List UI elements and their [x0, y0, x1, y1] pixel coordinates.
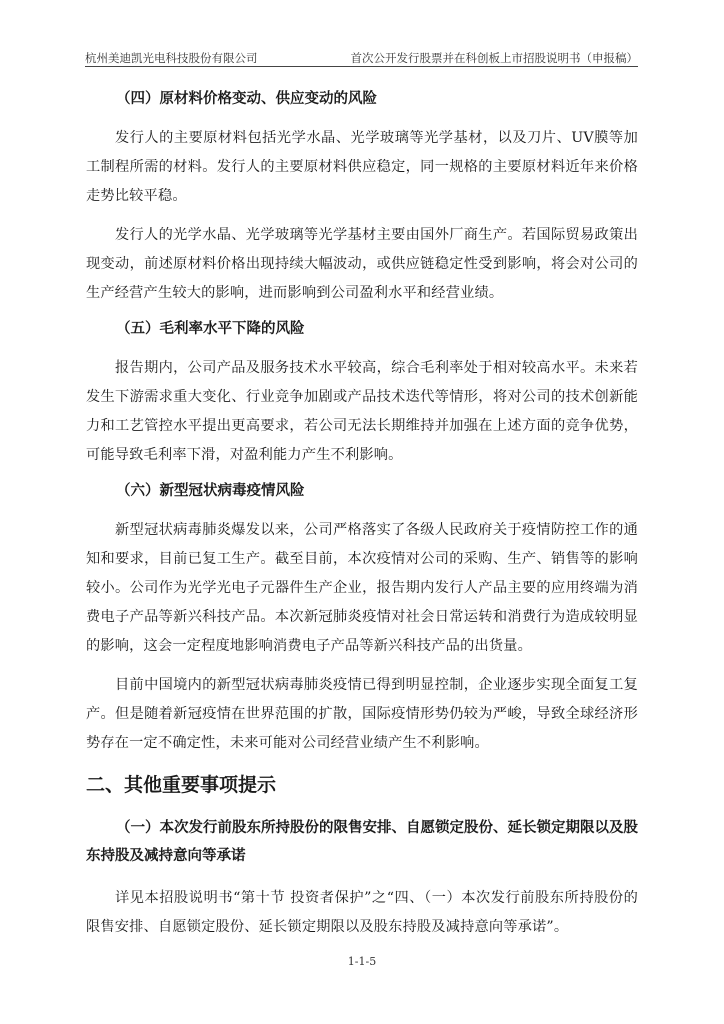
section-5-heading: （五）毛利率水平下降的风险 [116, 321, 305, 337]
section-5-paragraph-1: 报告期内，公司产品及服务技术水平较高，综合毛利率处于相对较高水平。未来若发生下游需求重大变化、行业竞争加剧或产品技术迭代等情形，将对公司的技术创新能力和工艺管控水平提出更高要求，若公司无法长期维持并加强在上述方面的竞争优势，可能导致毛利率下滑，对盈利能力产生不利影响。 [86, 360, 638, 463]
header-doc-title: 首次公开发行股票并在科创板上市招股说明书（申报稿） [350, 51, 638, 65]
section-4-paragraph-2: 发行人的光学水晶、光学玻璃等光学基材主要由国外厂商生产。若国际贸易政策出现变动，前述原材料价格出现持续大幅波动，或供应链稳定性受到影响，将会对公司的生产经营产生较大的影响，进而影响到公司盈利水平和经营业绩。 [86, 227, 638, 301]
section-4-paragraph-1: 发行人的主要原材料包括光学水晶、光学玻璃等光学基材，以及刀片、UV膜等加工制程所需的材料。发行人的主要原材料供应稳定，同一规格的主要原材料近年来价格走势比较平稳。 [86, 130, 638, 204]
part-2-section-1-heading: （一）本次发行前股东所持股份的限售安排、自愿锁定股份、延长锁定期限以及股东持股及减持意向等承诺 [86, 820, 638, 864]
part-2-heading: 二、其他重要事项提示 [86, 774, 277, 796]
section-6-paragraph-2: 目前中国境内的新型冠状病毒肺炎疫情已得到明显控制，企业逐步实现全面复工复产。但是随着新冠疫情在世界范围的扩散，国际疫情形势仍较为严峻，导致全球经济形势存在一定不确定性，未来可能对公司经营业绩产生不利影响。 [86, 677, 638, 751]
page-number: 1-1-5 [347, 955, 377, 968]
section-6-paragraph-1: 新型冠状病毒肺炎爆发以来，公司严格落实了各级人民政府关于疫情防控工作的通知和要求，目前已复工生产。截至目前，本次疫情对公司的采购、生产、销售等的影响较小。公司作为光学光电子元器件生产企业，报告期内发行人产品主要的应用终端为消费电子产品等新兴科技产品。本次新冠肺炎疫情对社会日常运转和消费行为造成较明显的影响，这会一定程度地影响消费电子产品等新兴科技产品的出货量。 [86, 522, 638, 654]
header-company: 杭州美迪凯光电科技股份有限公司 [85, 51, 258, 65]
part-2-section-1-paragraph: 详见本招股说明书“第十节 投资者保护”之“四、（一）本次发行前股东所持股份的限售安排、自愿锁定股份、延长锁定期限以及股东持股及减持意向等承诺”。 [86, 890, 638, 935]
page-header [85, 48, 638, 67]
section-6-heading: （六）新型冠状病毒疫情风险 [116, 483, 305, 499]
document-body [86, 80, 638, 952]
section-4-heading: （四）原材料价格变动、供应变动的风险 [116, 91, 377, 107]
